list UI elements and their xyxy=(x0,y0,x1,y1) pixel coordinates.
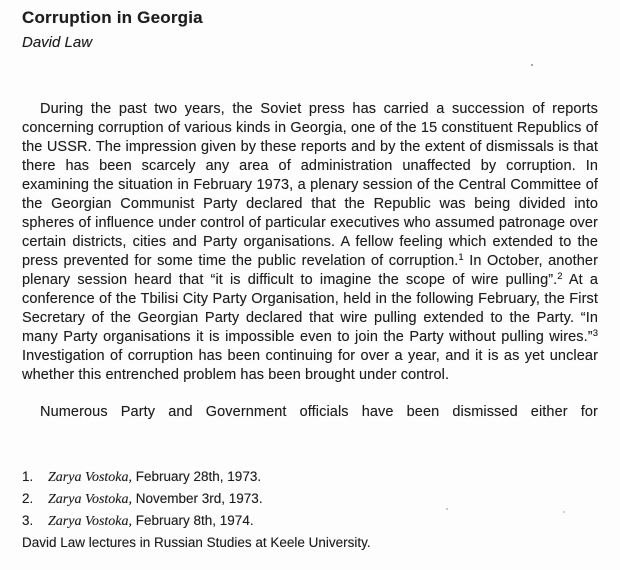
footnote-detail: February 28th, 1973. xyxy=(132,469,262,484)
paragraph-text: In October, another plenary session heard that “it is difficult to imagine the scope of wire pulling”. xyxy=(22,253,598,288)
footnote-number: 2. xyxy=(22,491,34,506)
author-affiliation-note: David Law lectures in Russian Studies at Keele University. xyxy=(22,535,371,550)
footnote-item xyxy=(22,488,598,510)
scan-speck xyxy=(446,508,448,510)
footnote-ref-1: 1 xyxy=(458,252,464,263)
paragraph-text: Investigation of corruption has been continuing for over a year, and it is as yet unclear whether this entrenched problem has been brought under control. xyxy=(22,348,598,383)
footnote-detail: November 3rd, 1973. xyxy=(132,491,263,506)
footnote-ref-2: 2 xyxy=(557,271,563,282)
footnote-item xyxy=(22,466,598,488)
footnote-item xyxy=(22,510,598,532)
footnote-source: Zarya Vostoka, xyxy=(48,470,132,485)
footnote-number: 3. xyxy=(22,513,34,528)
footnote-number: 1. xyxy=(22,469,34,484)
footnote-detail: February 8th, 1974. xyxy=(132,513,254,528)
paragraph-one xyxy=(22,100,598,385)
scan-speck xyxy=(531,64,533,66)
scan-speck xyxy=(563,511,565,513)
article-author: David Law xyxy=(22,34,93,51)
paragraph-text: During the past two years, the Soviet press has carried a succession of reports concerning corruption of various kinds in Georgia, one of the 15 constituent Republics of the USSR. The impression given by these reports and by the extent of dismissals is that there has been scarcely any area of administration unaffected by corruption. In examining the situation in February 1973, a plenary session of the Central Committee of the Georgian Communist Party declared that the Republic was being divided into spheres of influence under control of particular executives who assumed patronage over certain districts, cities and Party organisations. A fellow feeling which extended to the press prevented for some time the public revelation of corruption. xyxy=(22,101,598,269)
paragraph-two: Numerous Party and Government officials have been dismissed either for xyxy=(40,404,598,420)
footnote-ref-3: 3 xyxy=(592,328,598,339)
paragraph-text: At a conference of the Tbilisi City Party Organisation, held in the following February, the First Secretary of the Georgian Party declared that wire pulling extended to the Party. “In many Party organisations it is impossible even to join the Party without pulling wires.” xyxy=(22,272,598,345)
footnote-source: Zarya Vostoka, xyxy=(48,514,132,529)
footnote-source: Zarya Vostoka, xyxy=(48,492,132,507)
article-title: Corruption in Georgia xyxy=(22,8,203,27)
footnotes-section xyxy=(22,466,598,553)
